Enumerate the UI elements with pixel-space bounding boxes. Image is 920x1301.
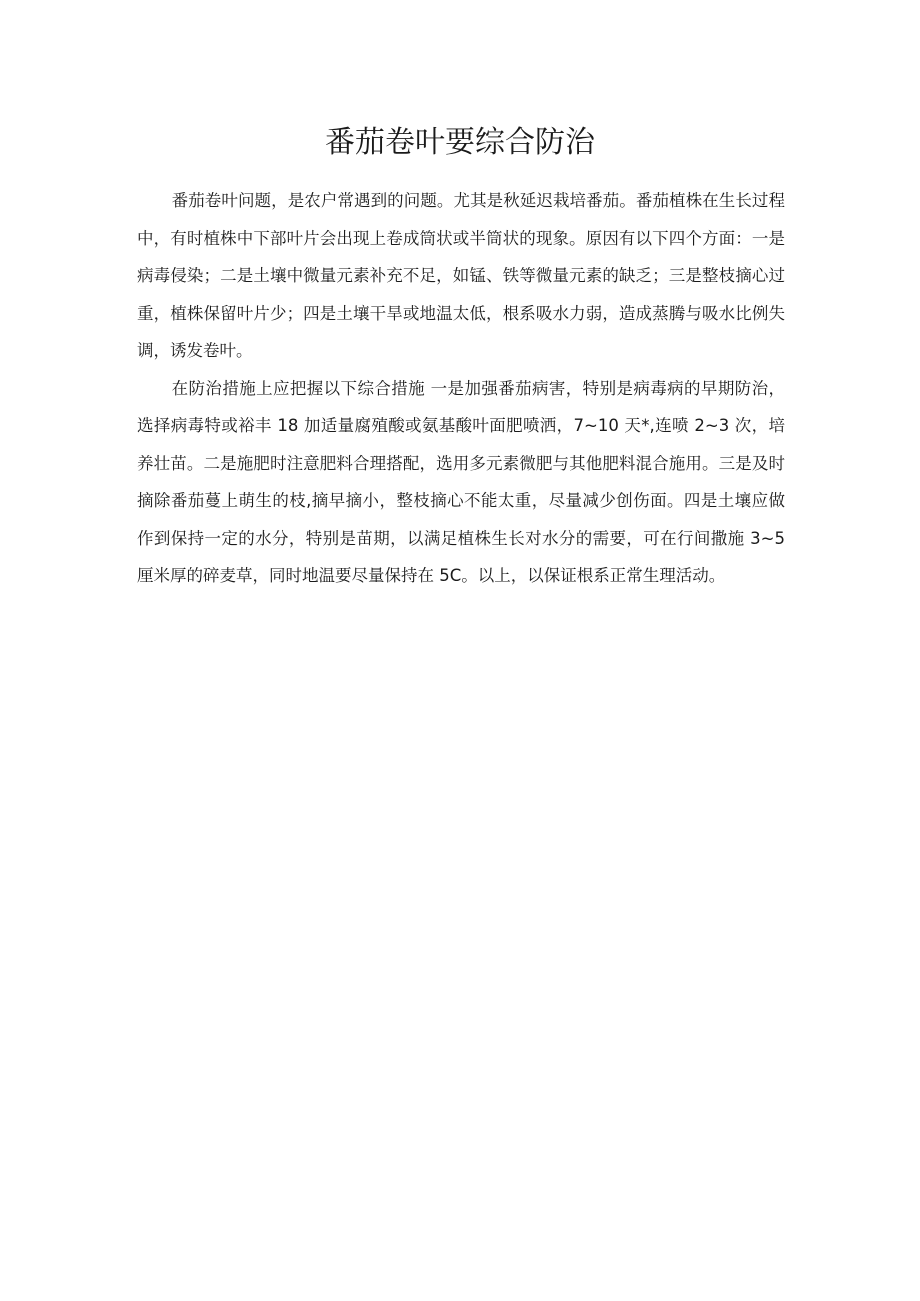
paragraph-causes: 番茄卷叶问题，是农户常遇到的问题。尤其是秋延迟栽培番茄。番茄植株在生长过程中，有时植株中下部叶片会出现上卷成筒状或半筒状的现象。原因有以下四个方面：一是病毒侵染；二是土壤中微量元素补充不足，如锰、铁等微量元素的缺乏；三是整枝摘心过重，植株保留叶片少；四是土壤干旱或地温太低，根系吸水力弱，造成蒸腾与吸水比例失调，诱发卷叶。 <box>137 191 785 360</box>
paragraph-prevention: 在防治措施上应把握以下综合措施 一是加强番茄病害，特别是病毒病的早期防治，选择病毒特或裕丰 18 加适量腐殖酸或氨基酸叶面肥喷洒，7~10 天*,连喷 2~3 次，培养壮苗。二是施肥时注意肥料合理搭配，选用多元素微肥与其他肥料混合施用。三是及时摘除番茄蔓上萌生的枝,摘早摘小，整枝摘心不能太重，尽量减少创伤面。四是土壤应做作到保持一定的水分，特别是苗期，以满足植株生长对水分的需要，可在行间撒施 3~5 厘米厚的碎麦草，同时地温要尽量保持在 5C。以上，以保证根系正常生理活动。 <box>137 378 785 585</box>
document-body <box>137 182 785 595</box>
document-title: 番茄卷叶要综合防治 <box>325 125 595 160</box>
